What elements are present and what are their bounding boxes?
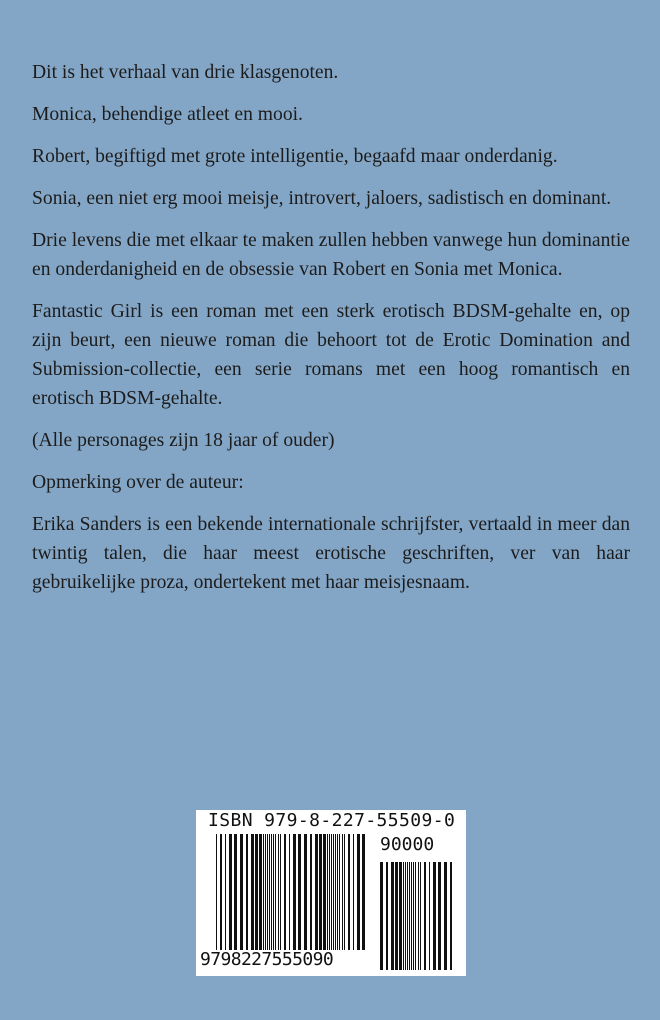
ean-bar — [278, 834, 279, 950]
ean-bar — [348, 834, 350, 950]
addon-bar — [444, 862, 447, 970]
price-addon-digits: 90000 — [380, 834, 435, 855]
ean-bar — [251, 834, 254, 950]
ean-bar — [255, 834, 258, 950]
addon-bar — [415, 862, 416, 970]
blurb-paragraph-robert: Robert, begiftigd met grote intelligentie, begaafd maar onderdanig. — [32, 146, 558, 167]
addon-bar — [380, 862, 383, 970]
ean-bar — [362, 834, 365, 950]
addon-bar — [407, 862, 408, 970]
ean-bar — [331, 834, 332, 950]
ean-bar — [234, 834, 237, 950]
ean-bar — [273, 834, 274, 950]
ean-bar — [216, 834, 217, 950]
ean-bar — [357, 834, 360, 950]
ean-bar — [310, 834, 312, 950]
ean-bar — [304, 834, 307, 950]
addon-bar — [391, 862, 394, 970]
addon-bar — [386, 862, 388, 970]
ean-bar — [293, 834, 296, 950]
ean-bar — [280, 834, 281, 950]
ean-bar — [335, 834, 336, 950]
blurb-paragraph-author-bio: Erika Sanders is een bekende internationale schrijfster, vertaald in meer dan twintig talen, die haar meest erotische geschriften, ver van haar gebruikelijke proza, ondertekent met haar meisjesnaam. — [32, 514, 630, 593]
ean-bar — [271, 834, 272, 950]
ean-bar — [339, 834, 340, 950]
blurb-paragraph-monica: Monica, behendige atleet en mooi. — [32, 104, 303, 125]
ean-bar — [329, 834, 330, 950]
ean-bar — [315, 834, 318, 950]
ean-bar — [265, 834, 266, 950]
ean-digits: 9798227555090 — [200, 949, 334, 970]
ean-bar — [240, 834, 243, 950]
ean-bar — [246, 834, 248, 950]
blurb-paragraph-age-note: (Alle personages zijn 18 jaar of ouder) — [32, 430, 335, 451]
ean-bar — [337, 834, 338, 950]
ean-bar — [323, 834, 326, 950]
blurb-paragraph-sonia: Sonia, een niet erg mooi meisje, introvert, jaloers, sadistisch en dominant. — [32, 188, 612, 209]
ean-bar — [353, 834, 354, 950]
blurb-paragraph-author-heading: Opmerking over de auteur: — [32, 472, 244, 493]
addon-bar — [399, 862, 402, 970]
ean-bar — [275, 834, 276, 950]
ean-bar — [220, 834, 222, 950]
ean-bar — [263, 834, 264, 950]
blurb-paragraph-intro: Dit is het verhaal van drie klasgenoten. — [32, 62, 339, 83]
ean-bar — [342, 834, 343, 950]
addon-bar — [438, 862, 441, 970]
ean-bar — [298, 834, 301, 950]
isbn-barcode-block — [196, 810, 466, 976]
addon-bar — [450, 862, 452, 970]
addon-bar — [429, 862, 430, 970]
ean-bar — [225, 834, 226, 950]
ean-bar — [327, 834, 328, 950]
addon-bar — [418, 862, 419, 970]
ean-bar — [259, 834, 262, 950]
ean-bar — [229, 834, 232, 950]
back-cover-blurb — [32, 58, 630, 610]
addon-bar — [413, 862, 414, 970]
addon-bar — [409, 862, 410, 970]
ean-bar — [269, 834, 270, 950]
ean-bar — [284, 834, 286, 950]
blurb-paragraph-fantastic-girl: Fantastic Girl is een roman met een sterk erotisch BDSM-gehalte en, op zijn beurt, een nieuwe roman die behoort tot de Erotic Domination and Submission-collectie, een serie romans met een hoog romantisch en erotisch BDSM-gehalte. — [32, 301, 630, 409]
addon-bar — [420, 862, 421, 970]
ean-bar — [319, 834, 322, 950]
ean-bar — [289, 834, 290, 950]
addon-bar — [403, 862, 404, 970]
addon-bar — [395, 862, 398, 970]
addon-bar — [424, 862, 426, 970]
ean-bar — [333, 834, 334, 950]
addon-bar — [433, 862, 436, 970]
ean-bar — [344, 834, 345, 950]
addon-bar — [405, 862, 406, 970]
addon-bar — [411, 862, 412, 970]
ean-bar — [267, 834, 268, 950]
blurb-paragraph-three-lives: Drie levens die met elkaar te maken zullen hebben vanwege hun dominantie en onderdanigheid en de obsessie van Robert en Sonia met Monica. — [32, 230, 630, 280]
isbn-number: ISBN 979-8-227-55509-0 — [208, 810, 456, 831]
